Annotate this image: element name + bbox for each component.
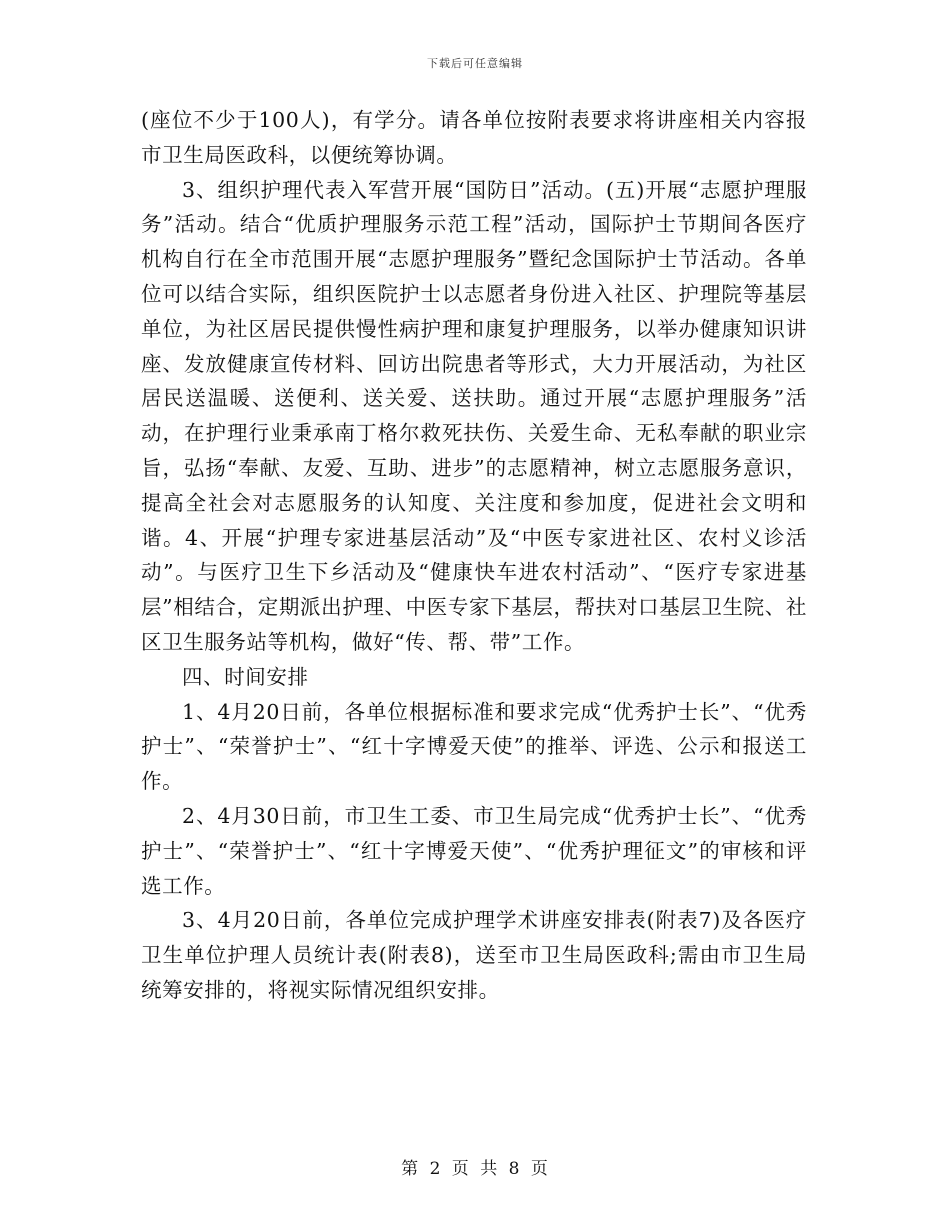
paragraph-schedule-item-1: 1、4月20日前，各单位根据标准和要求完成“优秀护士长”、“优秀护士”、“荣誉护士”、“红十字博爱天使”的推举、评选、公示和报送工作。 xyxy=(141,699,807,794)
page-number-footer: 第 2 页 共 8 页 xyxy=(401,1159,549,1179)
document-body xyxy=(141,103,807,1008)
page-header-note: 下载后可任意编辑 xyxy=(427,57,523,70)
section-heading-schedule: 四、时间安排 xyxy=(182,664,309,689)
paragraph-schedule-item-3: 3、4月20日前，各单位完成护理学术讲座安排表(附表7)及各医疗卫生单位护理人员统计表(附表8)，送至市卫生局医政科;需由市卫生局统筹安排的，将视实际情况组织安排。 xyxy=(141,908,807,1002)
paragraph-seat-note: (座位不少于100人)，有学分。请各单位按附表要求将讲座相关内容报市卫生局医政科，以便统筹协调。 xyxy=(141,108,807,167)
paragraph-schedule-item-2: 2、4月30日前，市卫生工委、市卫生局完成“优秀护士长”、“优秀护士”、“荣誉护士”、“红十字博爱天使”、“优秀护理征文”的审核和评选工作。 xyxy=(141,803,807,898)
paragraph-activities: 3、组织护理代表入军营开展“国防日”活动。(五)开展“志愿护理服务”活动。结合“优质护理服务示范工程”活动，国际护士节期间各医疗机构自行在全市范围开展“志愿护理服务”暨纪念国际护士节活动。各单位可以结合实际，组织医院护士以志愿者身份进入社区、护理院等基层单位，为社区居民提供慢性病护理和康复护理服务，以举办健康知识讲座、发放健康宣传材料、回访出院患者等形式，大力开展活动，为社区居民送温暖、送便利、送关爱、送扶助。通过开展“志愿护理服务”活动，在护理行业秉承南丁格尔救死扶伤、关爱生命、无私奉献的职业宗旨，弘扬“奉献、友爱、互助、进步”的志愿精神，树立志愿服务意识，提高全社会对志愿服务的认知度、关注度和参加度，促进社会文明和谐。4、开展“护理专家进基层活动”及“中医专家进社区、农村义诊活动”。与医疗卫生下乡活动及“健康快车进农村活动”、“医疗专家进基层”相结合，定期派出护理、中医专家下基层，帮扶对口基层卫生院、社区卫生服务站等机构，做好“传、帮、带”工作。 xyxy=(141,177,807,654)
